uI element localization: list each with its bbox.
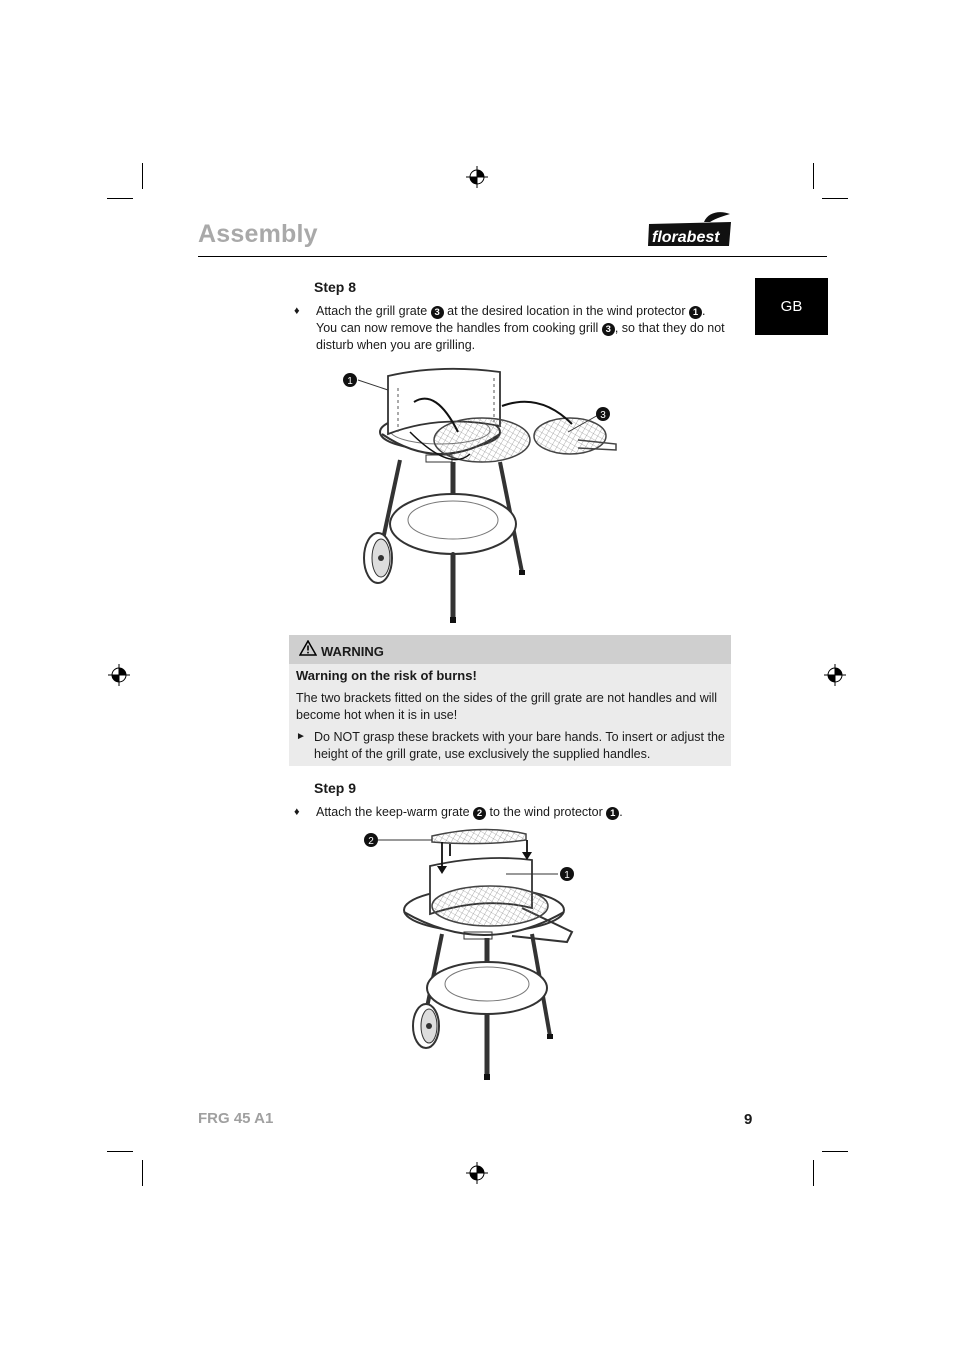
step-8-text-2b: , so that they do not — [614, 321, 725, 335]
callout-3: 3 — [431, 306, 444, 319]
page-title: Assembly — [198, 220, 318, 248]
illustration-callout-2: 2 — [368, 836, 374, 847]
step-8-heading: Step 8 — [314, 279, 357, 295]
step-9-heading: Step 9 — [314, 780, 357, 796]
warning-instruction-line1: Do NOT grasp these brackets with your bare hands. To insert or adjust the — [314, 730, 725, 744]
arrow-bullet: ► — [296, 731, 306, 742]
crop-mark — [822, 1151, 848, 1152]
callout-3: 3 — [602, 323, 615, 336]
language-tab — [755, 278, 828, 335]
warning-instruction — [314, 729, 728, 763]
warning-triangle-icon — [299, 640, 317, 656]
brand-logo — [646, 212, 734, 248]
page-number: 9 — [744, 1111, 753, 1128]
period: . — [619, 805, 623, 819]
step-9-text-b: to the wind protector — [489, 805, 603, 819]
illustration-callout-1: 1 — [347, 376, 353, 387]
step-9-text-a: Attach the keep-warm grate — [316, 805, 470, 819]
period: . — [701, 304, 706, 318]
step-9-grill-illustration — [362, 826, 582, 1082]
step-8-text-2a: You can now remove the handles from cooking grill — [316, 321, 599, 335]
warning-text-line1: The two brackets fitted on the sides of the grill grate are not handles and will — [296, 691, 718, 705]
registration-mark-icon — [824, 664, 846, 686]
header-rule — [198, 256, 827, 257]
warning-label: WARNING — [321, 644, 384, 659]
illustration-callout-1: 1 — [564, 870, 570, 881]
crop-mark — [813, 1160, 814, 1186]
step-8-text-3: disturb when you are grilling. — [316, 338, 476, 352]
bullet-diamond: ♦ — [294, 305, 300, 317]
callout-2: 2 — [473, 807, 486, 820]
brand-logo-text: florabest — [652, 229, 720, 246]
step-8-grill-illustration — [340, 362, 630, 628]
step-8-text-1a: Attach the grill grate — [316, 304, 428, 318]
crop-mark — [822, 198, 848, 199]
warning-instruction-line2: height of the grill grate, use exclusively the supplied handles. — [314, 747, 651, 761]
crop-mark — [107, 1151, 133, 1152]
footer-model: FRG 45 A1 — [198, 1110, 274, 1127]
language-tab-label: GB — [780, 298, 803, 315]
step-8-instruction — [316, 303, 736, 354]
crop-mark — [142, 163, 143, 189]
callout-1: 1 — [606, 807, 619, 820]
registration-mark-icon — [466, 1162, 488, 1184]
step-8-text-1b: at the desired location in the wind protector — [447, 304, 686, 318]
crop-mark — [107, 198, 133, 199]
crop-mark — [813, 163, 814, 189]
registration-mark-icon — [108, 664, 130, 686]
step-9-instruction — [316, 804, 736, 821]
bullet-diamond: ♦ — [294, 806, 300, 818]
illustration-callout-3: 3 — [600, 410, 606, 421]
warning-subtitle: Warning on the risk of burns! — [296, 668, 477, 683]
warning-text — [296, 690, 726, 724]
crop-mark — [142, 1160, 143, 1186]
registration-mark-icon — [466, 166, 488, 188]
callout-1: 1 — [689, 306, 702, 319]
warning-text-line2: become hot when it is in use! — [296, 708, 458, 722]
